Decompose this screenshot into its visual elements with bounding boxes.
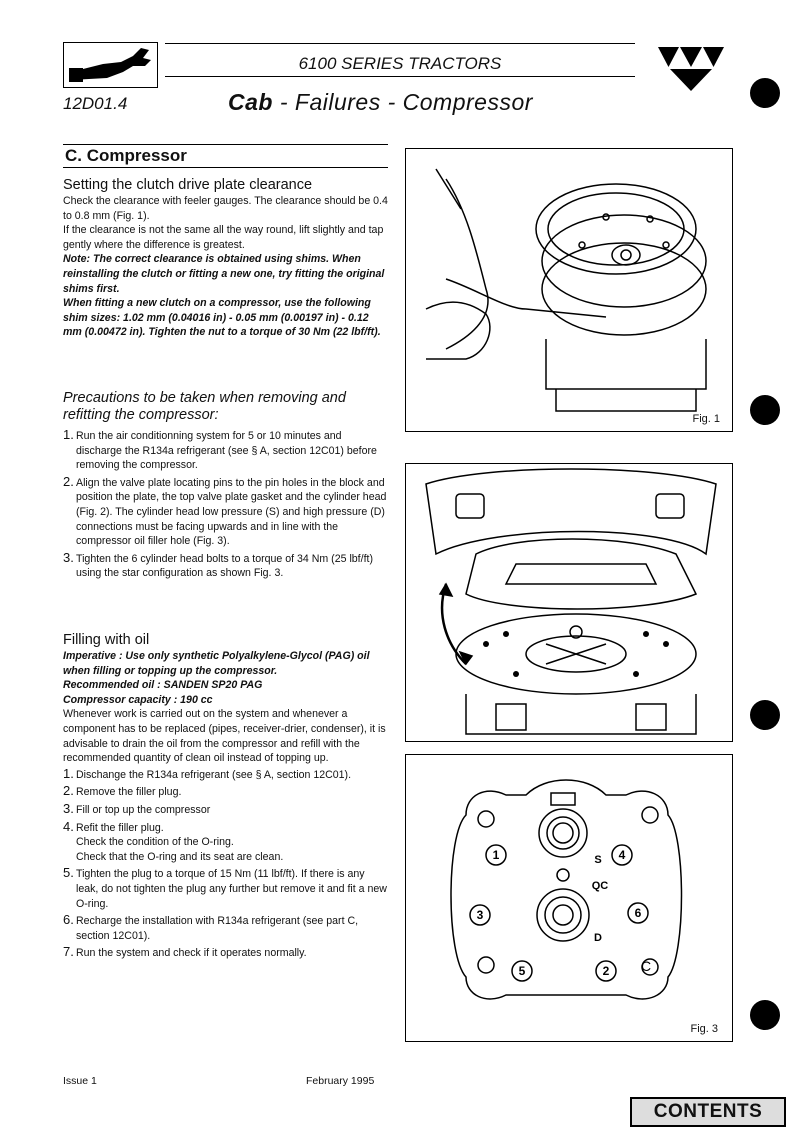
figure-1 <box>405 148 733 432</box>
oil-recommended: Recommended oil : SANDEN SP20 PAG <box>63 679 263 692</box>
bolt-2-label: 2 <box>602 964 610 978</box>
bolt-5-label: 5 <box>518 964 526 978</box>
clutch-p1: Check the clearance with feeler gauges. The clearance should be 0.4 to 0.8 mm (Fig. 1). <box>63 195 388 222</box>
margin-bullet <box>750 395 780 425</box>
clutch-p2: If the clearance is not the same all the way round, lift slightly and tap gently where the difference is greatest. <box>63 224 384 251</box>
suction-port-label: S <box>594 854 602 866</box>
fig3-label: Fig. 3 <box>690 1023 718 1035</box>
oil-imperative: Imperative : Use only synthetic Polyalkylene-Glycol (PAG) oil when filling or topping up the compressor. <box>63 650 370 677</box>
figure-2 <box>405 463 733 742</box>
clutch-heading: Setting the clutch drive plate clearance <box>63 177 313 193</box>
margin-bullet <box>750 78 780 108</box>
precautions-heading: Precautions to be taken when removing and refitting the compressor: <box>63 390 346 423</box>
figure-3 <box>405 754 733 1042</box>
clutch-feeler-gauge-illustration <box>406 149 732 431</box>
clutch-section <box>63 177 388 340</box>
clutch-note1: Note: The correct clearance is obtained using shims. When reinstalling the clutch or fitting a new one, try fitting the original shims first. <box>63 253 385 295</box>
precautions-list <box>63 429 388 581</box>
clutch-note2: When fitting a new clutch on a compressor, use the following shim sizes: 1.02 mm (0.04016 in) - 0.05 mm (0.00197 in) - 0.12 mm (0.00472 in). Tighten the nut to a torque of 30 Nm (22 lbf/ft). <box>63 297 381 339</box>
oil-heading: Filling with oil <box>63 632 150 648</box>
list-item: 4. Refit the filler plug. Check the condition of the O-ring. Check that the O-ring and its seat are clean. <box>63 821 388 865</box>
fig1-label: Fig. 1 <box>692 413 720 425</box>
footer-issue: Issue 1 <box>63 1075 97 1087</box>
section-title: C. Compressor <box>65 146 187 165</box>
list-item: 3. Fill or top up the compressor <box>63 800 211 816</box>
bolt-4-label: 4 <box>618 848 626 862</box>
wrench-hand-icon <box>63 42 158 88</box>
series-title: 6100 SERIES TRACTORS <box>298 54 502 73</box>
massey-ferguson-logo <box>658 45 724 93</box>
oil-p1: Whenever work is carried out on the system and whenever a component has to be replaced (pipes, receiver-drier, condenser), it is advisable to drain the oil from the compressor and refill with the recommended quantity of clean oil instead of topping up. <box>63 708 386 765</box>
oil-filler-label: QC <box>591 880 609 892</box>
cylinder-head-bolt-sequence-diagram <box>406 755 732 1041</box>
list-item: 2. Remove the filler plug. <box>63 783 182 799</box>
oil-section <box>63 632 388 961</box>
doc-number: 12D01.4 <box>63 94 128 113</box>
discharge-port-label: D <box>594 932 602 944</box>
contents-button[interactable]: CONTENTS <box>630 1097 786 1127</box>
margin-bullet <box>750 1000 780 1030</box>
valve-plate-illustration <box>406 464 732 741</box>
footer-date: February 1995 <box>306 1075 375 1087</box>
sub-item: Check the condition of the O-ring. <box>76 836 234 849</box>
bolt-3-label: 3 <box>476 908 484 922</box>
list-item: 3. Tighten the 6 cylinder head bolts to a torque of 34 Nm (25 lbf/ft) using the star configuration as shown Fig. 3. <box>63 549 373 580</box>
page-title: Cab - Failures - Compressor <box>228 89 533 115</box>
bolt-6-label: 6 <box>634 906 642 920</box>
list-item: 6. Recharge the installation with R134a refrigerant (see part C, section 12C01). <box>63 912 359 942</box>
oil-steps-list <box>63 765 388 961</box>
list-item: 7. Run the system and check if it operates normally. <box>63 944 307 960</box>
list-item: 5. Tighten the plug to a torque of 15 Nm (11 lbf/ft). If there is any leak, do not tighten the plug any further but remove it and fit a new O-ring. <box>63 865 387 910</box>
bolt-1-label: 1 <box>492 848 500 862</box>
oil-capacity: Compressor capacity : 190 cc <box>63 693 213 706</box>
sub-item: Check that the O-ring and its seat are clean. <box>76 850 284 863</box>
list-item: 1. Run the air conditionning system for 5 or 10 minutes and discharge the R134a refrigerant (see § A, section 12C01) before removing the compressor. <box>63 427 377 472</box>
margin-bullet <box>750 700 780 730</box>
corner-c-label: C <box>640 958 652 974</box>
precautions-section <box>63 390 388 581</box>
list-item: 1. Dischange the R134a refrigerant (see § A, section 12C01). <box>63 765 352 781</box>
list-item: 2. Align the valve plate locating pins to the pin holes in the block and position the plate, the top valve plate gasket and the cylinder head (Fig. 2). The cylinder head low pressure (S) and high pressure (D) connections must be facing upwards and in line with the compressor oil filler hole (Fig. 3). <box>63 473 387 548</box>
